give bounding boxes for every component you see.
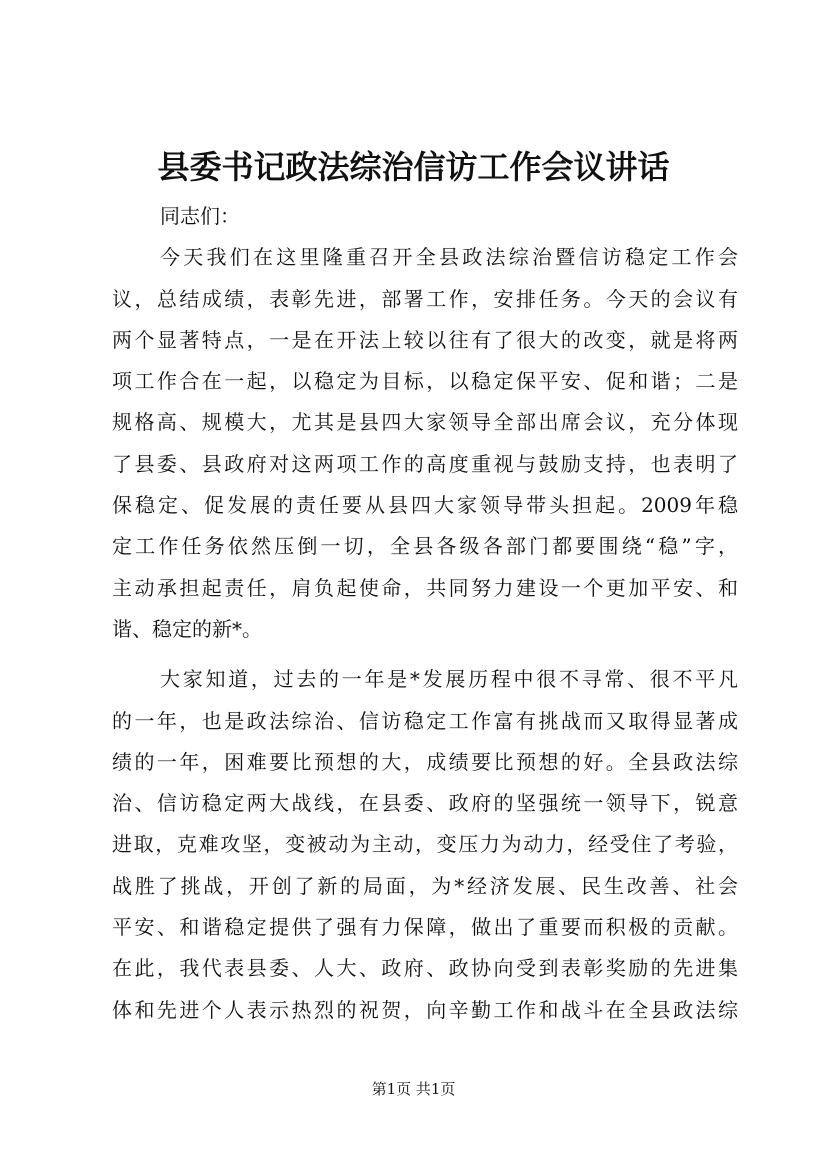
paragraph-gap xyxy=(112,650,738,659)
paragraph-line: 议，总结成绩，表彰先进，部署工作，安排任务。今天的会议有 xyxy=(112,286,738,311)
paragraph-line: 今天我们在这里隆重召开全县政法综治暨信访稳定工作会 xyxy=(160,245,738,270)
paragraph-line: 在此，我代表县委、人大、政府、政协向受到表彰奖励的先进集 xyxy=(112,956,738,981)
paragraph-line: 治、信访稳定两大战线，在县委、政府的坚强统一领导下，锐意 xyxy=(112,791,738,816)
paragraph-line: 进取，克难攻坚，变被动为主动，变压力为动力，经受住了考验， xyxy=(112,832,738,857)
paragraph-line: 谐、稳定的新*。 xyxy=(112,616,262,641)
page-number-footer: 第1页 共1页 xyxy=(371,1080,456,1098)
paragraph-line: 项工作合在一起，以稳定为目标，以稳定保平安、促和谐；二是 xyxy=(112,369,738,394)
paragraph-line: 体和先进个人表示热烈的祝贺，向辛勤工作和战斗在全县政法综 xyxy=(112,997,738,1022)
paragraph-line: 绩的一年，困难要比预想的大，成绩要比预想的好。全县政法综 xyxy=(112,749,738,774)
paragraph-2 xyxy=(112,659,738,1031)
paragraph-line: 保稳定、促发展的责任要从县四大家领导带头担起。2009年稳 xyxy=(112,493,738,518)
document-body xyxy=(112,196,738,1031)
paragraph-line: 的一年，也是政法综治、信访稳定工作富有挑战而又取得显著成 xyxy=(112,708,738,733)
salutation: 同志们： xyxy=(160,204,240,228)
paragraph-line: 战胜了挑战，开创了新的局面，为*经济发展、民生改善、社会 xyxy=(112,873,738,898)
paragraph-line: 平安、和谐稳定提供了强有力保障，做出了重要而积极的贡献。 xyxy=(112,915,738,940)
document-title: 县委书记政法综治信访工作会议讲话 xyxy=(157,148,670,186)
paragraph-line: 两个显著特点，一是在开法上较以往有了很大的改变，就是将两 xyxy=(112,327,738,352)
paragraph-line: 主动承担起责任，肩负起使命，共同努力建设一个更加平安、和 xyxy=(112,575,738,600)
paragraph-line: 了县委、县政府对这两项工作的高度重视与鼓励支持，也表明了 xyxy=(112,451,738,476)
paragraph-line: 规格高、规模大，尤其是县四大家领导全部出席会议，充分体现 xyxy=(112,410,738,435)
paragraph-1 xyxy=(112,237,738,650)
paragraph-line: 大家知道，过去的一年是*发展历程中很不寻常、很不平凡 xyxy=(160,667,738,692)
paragraph-line: 定工作任务依然压倒一切，全县各级各部门都要围绕“稳”字， xyxy=(112,534,738,559)
